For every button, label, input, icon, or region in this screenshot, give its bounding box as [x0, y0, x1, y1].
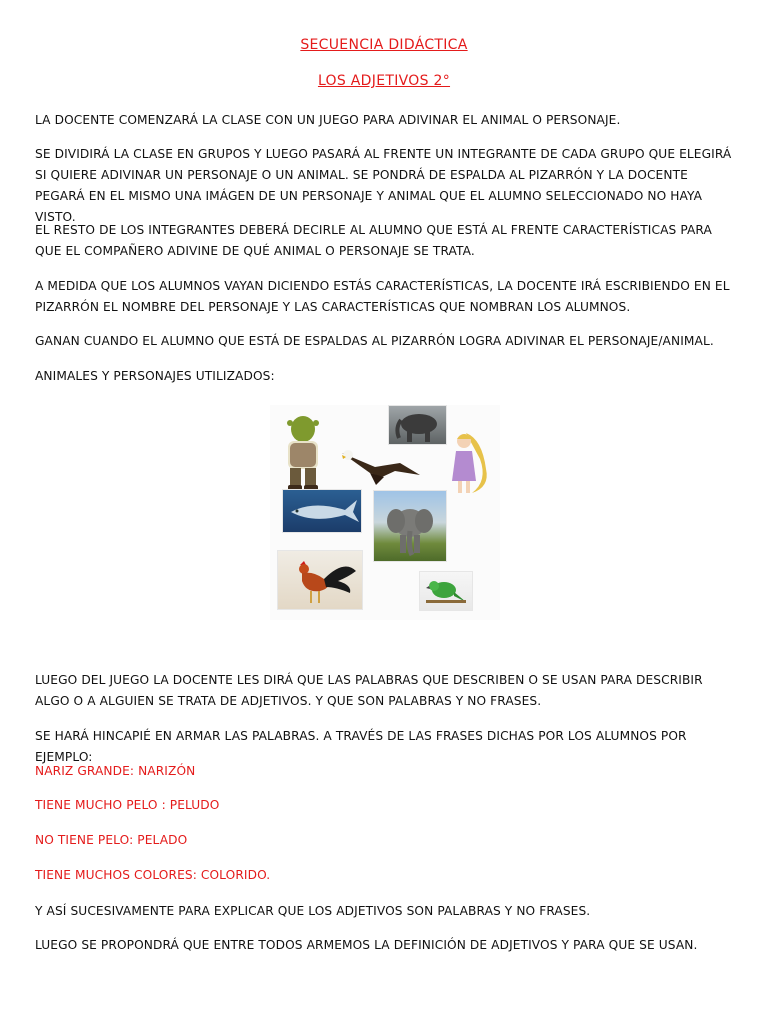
example-item: NARIZ GRANDE: NARIZÓN: [35, 764, 196, 778]
elephant-icon: [374, 491, 446, 561]
animals-collage: [270, 405, 500, 620]
ogre-image: [278, 413, 328, 493]
paragraph-definition: LUEGO SE PROPONDRÁ QUE ENTRE TODOS ARMEMOS LA DEFINICIÓN DE ADJETIVOS Y PARA QUE SE USAN.: [35, 938, 698, 952]
whale-shark-photo: [282, 489, 362, 533]
princess-image: [442, 429, 494, 497]
paragraph-hincapie: SE HARÁ HINCAPIÉ EN ARMAR LAS PALABRAS. A TRAVÉS DE LAS FRASES DICHAS POR LOS ALUMNOS POR EJEMPLO:: [35, 729, 687, 764]
eagle-image: [340, 445, 422, 490]
rooster-photo: [277, 550, 363, 610]
paragraph-win: GANAN CUANDO EL ALUMNO QUE ESTÁ DE ESPALDAS AL PIZARRÓN LOGRA ADIVINAR EL PERSONAJE/ANIMAL.: [35, 334, 714, 348]
rooster-icon: [278, 551, 362, 609]
paragraph-rest: EL RESTO DE LOS INTEGRANTES DEBERÁ DECIRLE AL ALUMNO QUE ESTÁ AL FRENTE CARACTERÍSTICAS PARA QUE EL COMPAÑERO ADIVINE DE QUÉ ANIMAL O PERSONAJE SE TRATA.: [35, 223, 712, 258]
paragraph-intro: LA DOCENTE COMENZARÁ LA CLASE CON UN JUEGO PARA ADIVINAR EL ANIMAL O PERSONAJE.: [35, 113, 621, 127]
example-item: TIENE MUCHOS COLORES: COLORIDO.: [35, 868, 271, 882]
elephants-photo: [388, 405, 447, 445]
example-item: NO TIENE PELO: PELADO: [35, 833, 188, 847]
paragraph-groups: SE DIVIDIRÁ LA CLASE EN GRUPOS Y LUEGO PASARÁ AL FRENTE UN INTEGRANTE DE CADA GRUPO QUE ELEGIRÁ SI QUIERE ADIVINAR UN PERSONAJE O UN ANIMAL. SE PONDRÁ DE ESPALDA AL PIZARRÓN Y LA DOCENTE PEGARÁ EN EL MISMO UNA IMÁGEN DE UN PERSONAJE Y ANIMAL QUE EL ALUMNO SELECCIONADO NO HAYA VISTO.: [35, 147, 732, 224]
parrot-icon: [420, 572, 472, 610]
elephant-icon: [389, 406, 446, 444]
paragraph-adjectives: LUEGO DEL JUEGO LA DOCENTE LES DIRÁ QUE LAS PALABRAS QUE DESCRIBEN O SE USAN PARA DESCRIBIR ALGO O A ALGUIEN SE TRATA DE ADJETIVOS. Y QUE SON PALABRAS Y NO FRASES.: [35, 673, 703, 708]
document-subtitle: LOS ADJETIVOS 2°: [317, 73, 451, 89]
paragraph-successively: Y ASÍ SUCESIVAMENTE PARA EXPLICAR QUE LOS ADJETIVOS SON PALABRAS Y NO FRASES.: [35, 904, 591, 918]
parrot-photo: [419, 571, 473, 611]
example-item: TIENE MUCHO PELO : PELUDO: [35, 798, 220, 812]
paragraph-list-heading: ANIMALES Y PERSONAJES UTILIZADOS:: [35, 369, 275, 383]
shark-icon: [283, 490, 361, 532]
elephant-photo: [373, 490, 447, 562]
paragraph-teacher: A MEDIDA QUE LOS ALUMNOS VAYAN DICIENDO ESTÁS CARACTERÍSTICAS, LA DOCENTE IRÁ ESCRIBIENDO EN EL PIZARRÓN EL NOMBRE DEL PERSONAJE Y LAS CARACTERÍSTICAS QUE NOMBRAN LOS ALUMNOS.: [35, 279, 730, 314]
document-title: SECUENCIA DIDÁCTICA: [300, 37, 468, 53]
